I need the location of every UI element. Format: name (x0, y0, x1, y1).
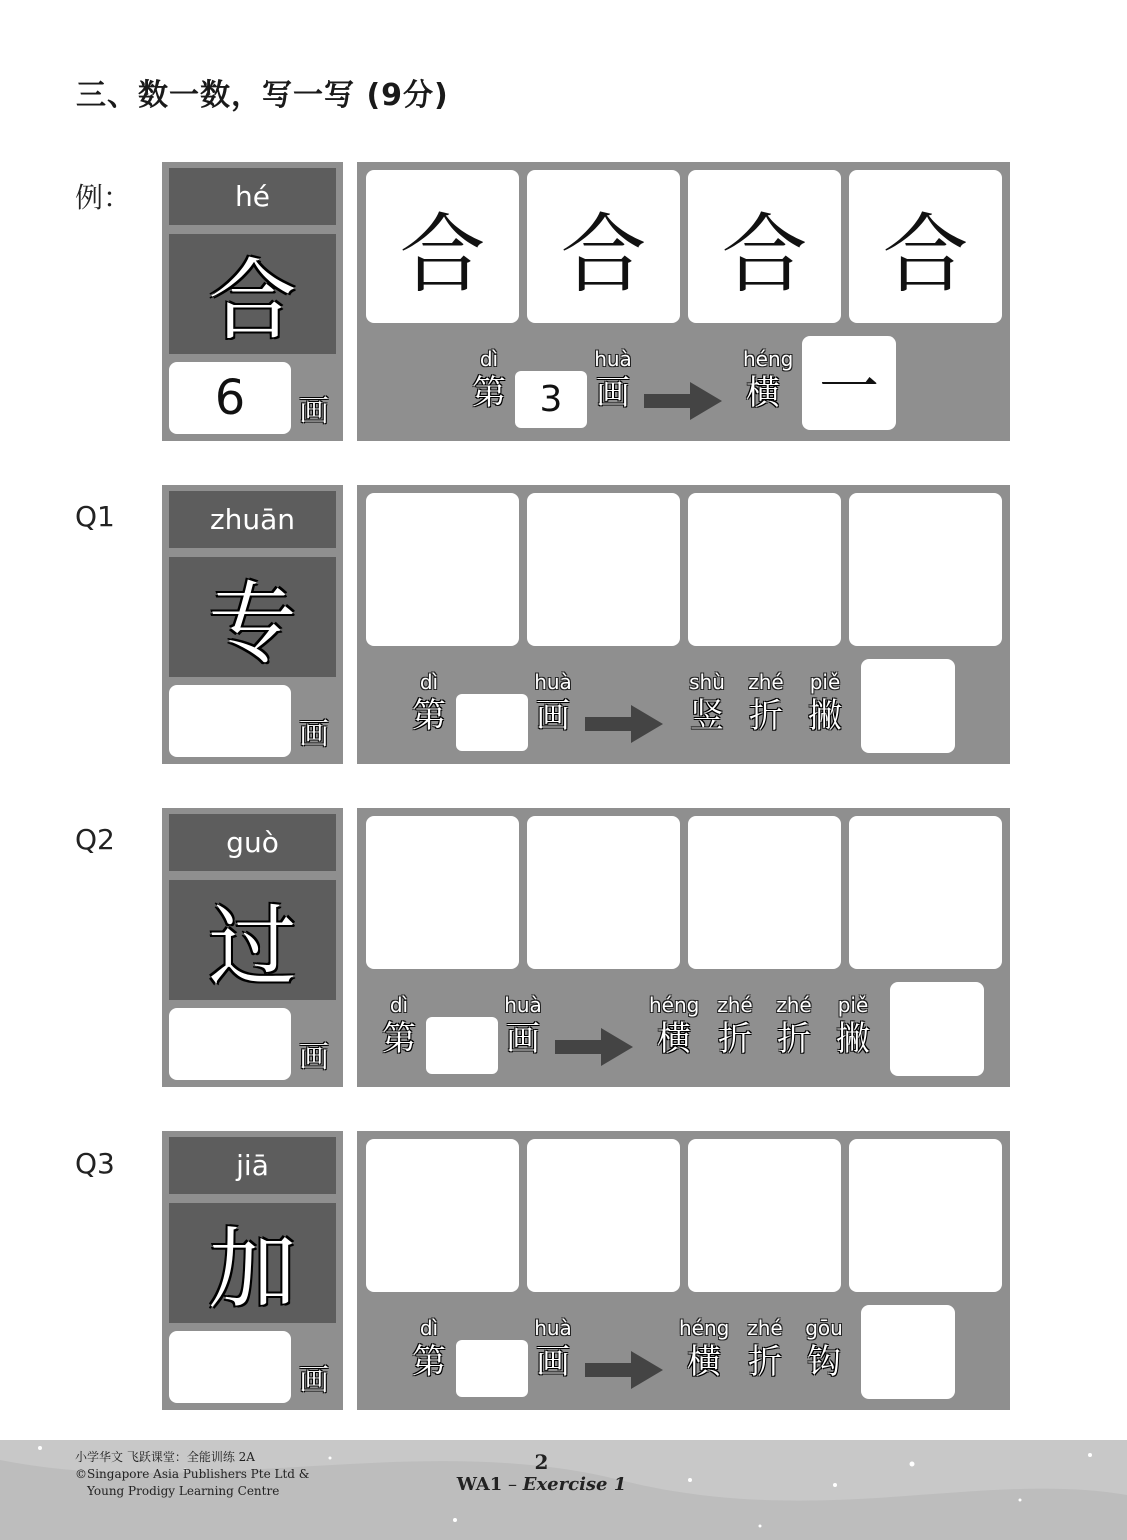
stroke-number-box[interactable]: 3 (515, 371, 587, 428)
di-label: dì 第 (412, 670, 446, 736)
question-character-panel (162, 485, 343, 764)
example-character-panel (162, 162, 343, 441)
stroke-name: zhé 折 (748, 670, 784, 736)
stroke-unit-label: 画 (299, 1363, 329, 1398)
writing-box[interactable] (849, 816, 1002, 969)
writing-box[interactable] (849, 493, 1002, 646)
writing-box[interactable]: 合 (688, 170, 841, 323)
stroke-name: héng 横 (743, 347, 794, 413)
target-character: 专 (169, 557, 336, 677)
right-arrow-icon (585, 703, 665, 745)
writing-box[interactable] (527, 1139, 680, 1292)
character-pinyin: jiā (169, 1137, 336, 1194)
example-label: 例： (75, 181, 132, 214)
page-number: 2 (534, 1450, 549, 1474)
stroke-unit-label: 画 (299, 717, 329, 752)
question-label: Q1 (75, 500, 115, 533)
character-pinyin: hé (169, 168, 336, 225)
stroke-answer-box[interactable] (861, 1305, 955, 1399)
page-footer (0, 1440, 1127, 1540)
question-character-panel (162, 1131, 343, 1410)
writing-box[interactable]: 合 (849, 170, 1002, 323)
writing-box[interactable] (849, 1139, 1002, 1292)
writing-box[interactable] (527, 816, 680, 969)
stroke-count-box[interactable] (169, 685, 291, 757)
stroke-answer-box[interactable] (890, 982, 984, 1076)
section-title: 三、数一数，写一写 (9分) (76, 78, 449, 113)
stroke-number-box[interactable] (456, 694, 528, 751)
stroke-unit-label: 画 (299, 394, 329, 429)
di-label: dì 第 (472, 347, 506, 413)
writing-box[interactable] (688, 1139, 841, 1292)
hua-label: huà 画 (534, 1316, 572, 1382)
stroke-answer-box[interactable] (861, 659, 955, 753)
hua-label: huà 画 (534, 670, 572, 736)
character-pinyin: guò (169, 814, 336, 871)
right-arrow-icon (585, 1349, 665, 1391)
exercise-label (0, 1474, 1083, 1495)
question-writing-panel (357, 485, 1010, 764)
stroke-name: zhé 折 (717, 993, 753, 1059)
di-label: dì 第 (382, 993, 416, 1059)
stroke-name: héng 横 (679, 1316, 730, 1382)
question-writing-panel (357, 1131, 1010, 1410)
stroke-count-box[interactable] (169, 1008, 291, 1080)
stroke-number-box[interactable] (426, 1017, 498, 1074)
stroke-name: piě 撇 (836, 993, 870, 1059)
stroke-number-box[interactable] (456, 1340, 528, 1397)
writing-box[interactable] (527, 493, 680, 646)
writing-box[interactable] (688, 816, 841, 969)
question-label: Q2 (75, 823, 115, 856)
target-character: 加 (169, 1203, 336, 1323)
writing-box[interactable]: 合 (527, 170, 680, 323)
question-label: Q3 (75, 1147, 115, 1180)
stroke-count-box[interactable]: 6 (169, 362, 291, 434)
stroke-name: piě 撇 (808, 670, 842, 736)
copyright-line: ©Singapore Asia Publishers Pte Ltd & (75, 1467, 310, 1481)
exercise-prefix: WA1 (456, 1474, 503, 1495)
stroke-name: gōu 钩 (805, 1316, 843, 1382)
stroke-count-box[interactable] (169, 1331, 291, 1403)
writing-box[interactable]: 合 (366, 170, 519, 323)
di-label: dì 第 (412, 1316, 446, 1382)
book-title: 小学华文 飞跃课堂：全能训练 2A (75, 1450, 255, 1464)
target-character: 合 (169, 234, 336, 354)
stroke-name: héng 横 (649, 993, 700, 1059)
hua-label: huà 画 (594, 347, 632, 413)
writing-box[interactable] (366, 493, 519, 646)
stroke-answer-box[interactable]: 一 (802, 336, 896, 430)
question-writing-panel (357, 808, 1010, 1087)
character-pinyin: zhuān (169, 491, 336, 548)
copyright-line: Young Prodigy Learning Centre (87, 1484, 280, 1498)
writing-box[interactable] (688, 493, 841, 646)
exercise-dash: – (502, 1474, 523, 1495)
question-character-panel (162, 808, 343, 1087)
hua-label: huà 画 (504, 993, 542, 1059)
stroke-name: zhé 折 (747, 1316, 783, 1382)
target-character: 过 (169, 880, 336, 1000)
writing-box[interactable] (366, 816, 519, 969)
exercise-name: Exercise 1 (522, 1474, 627, 1495)
right-arrow-icon (644, 380, 724, 422)
stroke-name: shù 竖 (689, 670, 725, 736)
stroke-name: zhé 折 (776, 993, 812, 1059)
stroke-unit-label: 画 (299, 1040, 329, 1075)
writing-box[interactable] (366, 1139, 519, 1292)
example-writing-panel (357, 162, 1010, 441)
right-arrow-icon (555, 1026, 635, 1068)
